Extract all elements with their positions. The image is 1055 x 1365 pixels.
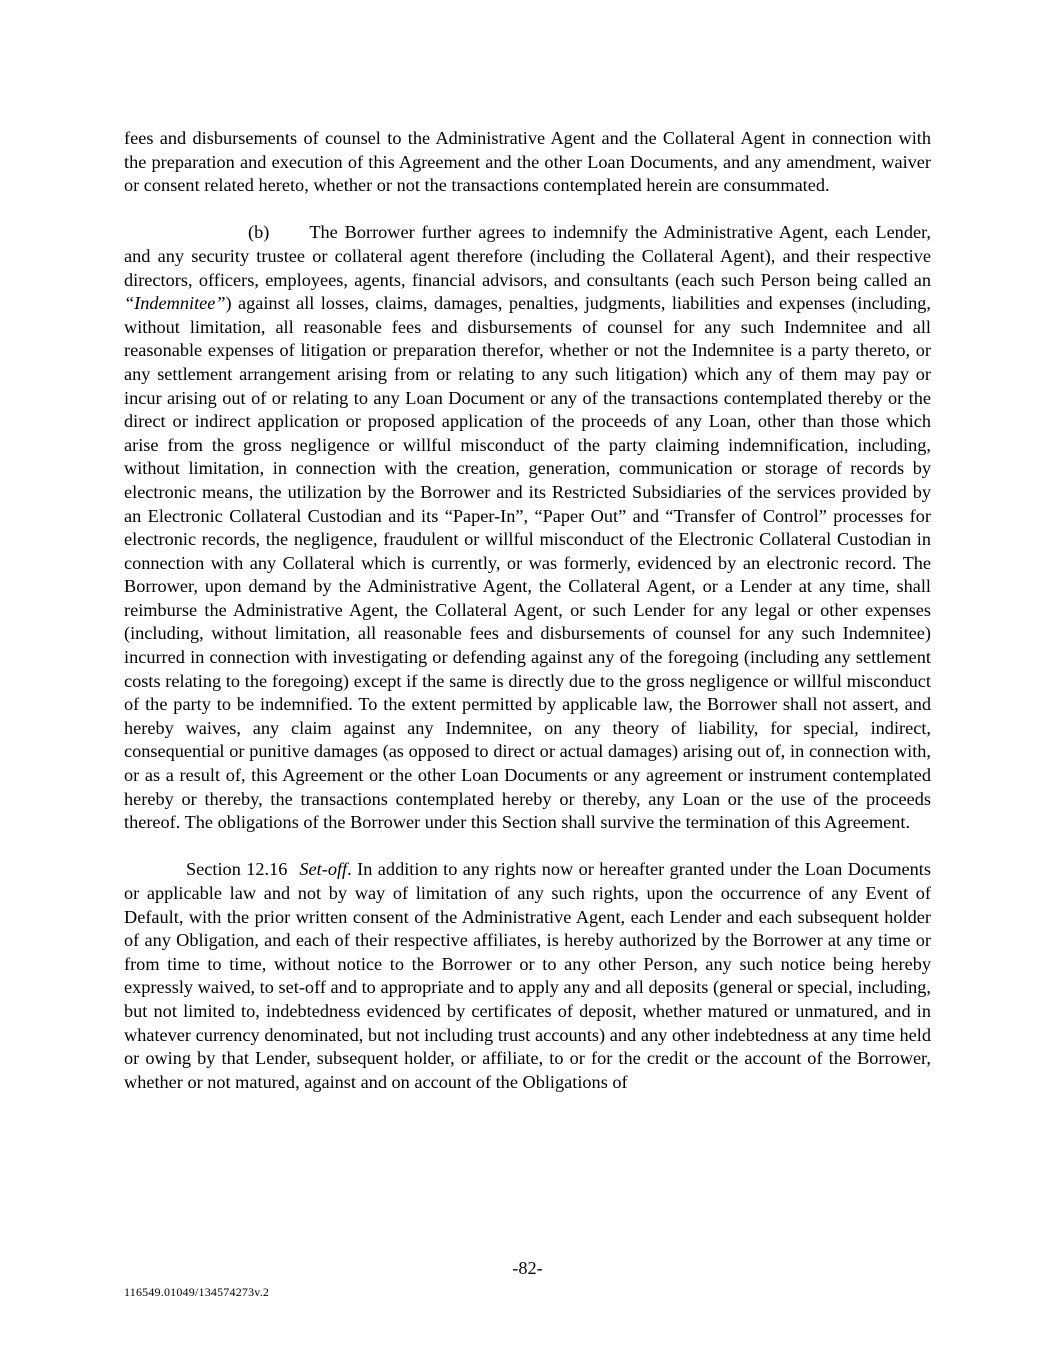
section-title: Set-off — [299, 859, 348, 880]
section-number: Section 12.16 — [186, 859, 288, 880]
page-number: -82- — [512, 1258, 543, 1278]
paragraph-b-label: (b) — [248, 222, 270, 243]
paragraph-b-text-1: The Borrower further agrees to indemnify the Administrative Agent, each Lender, and any security trustee or collateral agent therefore (including the Collateral Agent), and their respective directors, officers, employees, agents, financial advisors, and consultants (each such Person being called an — [124, 222, 931, 290]
document-id: 116549.01049/134574273v.2 — [124, 1285, 270, 1299]
section-text: In addition to any rights now or hereafter granted under the Loan Documents or applicable law and not by way of limitation of any such rights, upon the occurrence of any Event of Default, with the prior written consent of the Administrative Agent, each Lender and each subsequent holder of any Obligation, and each of their respective affiliates, is hereby authorized by the Borrower at any time or from time to time, without notice to the Borrower or to any other Person, any such notice being hereby expressly waived, to set-off and to appropriate and to apply any and all deposits (general or special, including, but not limited to, indebtedness evidenced by certificates of deposit, whether matured or unmatured, and in whatever currency denominated, but not including trust accounts) and any other indebtedness at any time held or owing by that Lender, subsequent holder, or affiliate, to or for the credit or the account of the Borrower, whether or not matured, against and on account of the Obligations of — [124, 859, 931, 1092]
paragraph-continued: fees and disbursements of counsel to the Administrative Agent and the Collateral Agent in connection with the preparation and execution of this Agreement and the other Loan Documents, and any amendment, waiver or consent related hereto, whether or not the transactions contemplated herein are consummated. — [124, 128, 931, 196]
document-body — [124, 127, 931, 1094]
defined-term-indemnitee: “Indemnitee” — [124, 293, 226, 314]
paragraph-b — [124, 221, 931, 834]
section-12-16: Section 12.16 Set-off. In addition to any rights now or hereafter granted under the Loan Documents or applicable law and not by way of limitation of any such rights, upon the occurrence of any Event of Default, with the prior written consent of the Administrative Agent, each Lender and each subsequent holder of any Obligation, and each of their respective affiliates, is hereby authorized by the Borrower at any time or from time to time, without notice to the Borrower or to any other Person, any such notice being hereby expressly waived, to set-off and to appropriate and to apply any and all deposits (general or special, including, but not limited to, indebtedness evidenced by certificates of deposit, whether matured or unmatured, and in whatever currency denominated, but not including trust accounts) and any other indebtedness at any time held or owing by that Lender, subsequent holder, or affiliate, to or for the credit or the account of the Borrower, whether or not matured, against and on account of the Obligations of — [124, 859, 931, 1092]
paragraph-b-text-2: ) against all losses, claims, damages, penalties, judgments, liabilities and expenses (including, without limitation, all reasonable fees and disbursements of counsel for any such Indemnitee and all reasonable expenses of litigation or preparation therefor, whether or not the Indemnitee is a party thereto, or any settlement arrangement arising from or relating to any such litigation) which any of them may pay or incur arising out of or relating to any Loan Document or any of the transactions contemplated thereby or the direct or indirect application or proposed application of the proceeds of any Loan, other than those which arise from the gross negligence or willful misconduct of the party claiming indemnification, including, without limitation, in connection with the creation, generation, communication or storage of records by electronic means, the utilization by the Borrower and its Restricted Subsidiaries of the services provided by an Electronic Collateral Custodian and its “Paper-In”, “Paper Out” and “Transfer of Control” processes for electronic records, the negligence, fraudulent or willful misconduct of the Electronic Collateral Custodian in connection with any Collateral which is currently, or was formerly, evidenced by an electronic record. The Borrower, upon demand by the Administrative Agent, the Collateral Agent, or a Lender at any time, shall reimburse the Administrative Agent, the Collateral Agent, or such Lender for any legal or other expenses (including, without limitation, all reasonable fees and disbursements of counsel for any such Indemnitee) incurred in connection with investigating or defending against any of the foregoing (including any settlement costs relating to the foregoing) except if the same is directly due to the gross negligence or willful misconduct of the party to be indemnified. To the extent permitted by applicable law, the Borrower shall not assert, and hereby waives, any claim against any Indemnitee, on any theory of liability, for special, indirect, consequential or punitive damages (as opposed to direct or actual damages) arising out of, in connection with, or as a result of, this Agreement or the other Loan Documents or any agreement or instrument contemplated hereby or thereby, the transactions contemplated hereby or thereby, any Loan or the use of the proceeds thereof. The obligations of the Borrower under this Section shall survive the termination of this Agreement. — [124, 293, 931, 833]
